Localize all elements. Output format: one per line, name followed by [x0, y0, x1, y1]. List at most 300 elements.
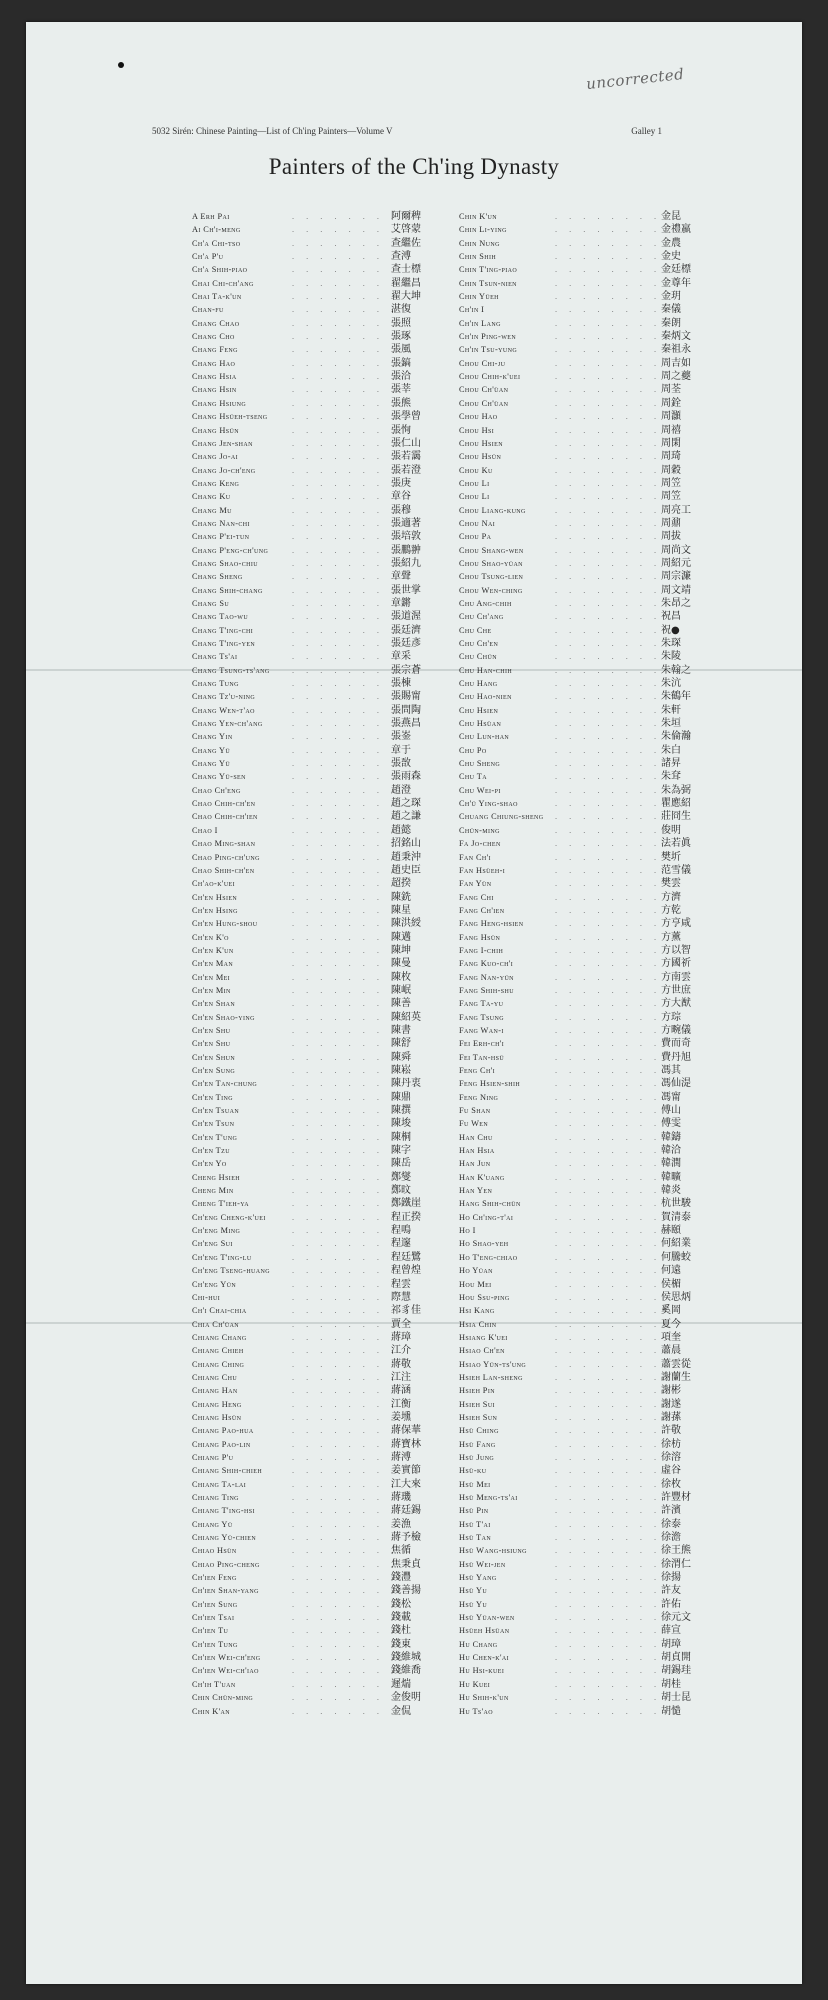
romanized-name: Hsü Pin [459, 1506, 489, 1516]
leader-dots: . . . . . . . . [292, 839, 399, 849]
romanized-name: Ho I [459, 1226, 476, 1236]
romanized-name: Chu Chün [459, 652, 498, 662]
leader-dots: . . . . . . . . [292, 1359, 399, 1369]
chinese-name: 徐枚 [661, 1478, 681, 1490]
chinese-name: 朱昂之 [661, 597, 691, 609]
chinese-name: 周穀 [661, 464, 681, 476]
list-item [459, 810, 721, 823]
leader-dots: . . . . . . . . [555, 1039, 662, 1049]
leader-dots: . . . . . . . . [555, 1159, 662, 1169]
list-item [184, 504, 476, 517]
chinese-name: 樊雲 [661, 878, 681, 890]
chinese-name: 徐枋 [661, 1438, 681, 1450]
romanized-name: Chu Hsüan [459, 719, 502, 729]
leader-dots: . . . . . . . . [555, 305, 662, 315]
leader-dots: . . . . . . . . [292, 238, 399, 248]
list-item [459, 397, 721, 410]
leader-dots: . . . . . . . . [292, 625, 399, 635]
chinese-name: 秦炳文 [661, 331, 691, 343]
chinese-name: 許友 [661, 1585, 681, 1597]
romanized-name: Chai Chi-ch'ang [192, 278, 254, 288]
chinese-name: 法若眞 [661, 838, 691, 850]
chinese-name: 程廷鷺 [391, 1251, 421, 1263]
romanized-name: Chu Hsien [459, 705, 499, 715]
romanized-name: Fang Nan-yün [459, 972, 514, 982]
chinese-name: 徐澹 [661, 1532, 681, 1544]
leader-dots: . . . . . . . . [292, 959, 399, 969]
list-item [459, 1104, 721, 1117]
list-item [184, 1571, 476, 1584]
romanized-name: Fang Wan-i [459, 1025, 504, 1035]
list-item [459, 1611, 721, 1624]
list-item [184, 957, 476, 970]
list-item [459, 971, 721, 984]
romanized-name: Chang Shao-chiu [192, 558, 258, 568]
leader-dots: . . . . . . . . [292, 852, 399, 862]
list-item [184, 877, 476, 890]
leader-dots: . . . . . . . . [555, 345, 662, 355]
leader-dots: . . . . . . . . [292, 318, 399, 328]
romanized-name: Ch'en Hsien [192, 892, 238, 902]
chinese-name: 張培敦 [391, 531, 421, 543]
list-item [184, 704, 476, 717]
romanized-name: Chiang Han [192, 1386, 238, 1396]
leader-dots: . . . . . . . . [292, 1559, 399, 1569]
chinese-name: 方世庶 [661, 984, 691, 996]
romanized-name: Hsiao Yün-ts'ung [459, 1359, 527, 1369]
list-item [184, 837, 476, 850]
chinese-name: 金禮嬴 [661, 224, 691, 236]
chinese-name: 錢東 [391, 1638, 411, 1650]
chinese-name: 朱為弼 [661, 784, 691, 796]
leader-dots: . . . . . . . . [555, 545, 662, 555]
list-item [459, 1504, 721, 1517]
romanized-name: Chu Ta [459, 772, 487, 782]
romanized-name: Ch'en Min [192, 985, 231, 995]
list-item [184, 1411, 476, 1424]
chinese-name: 陳撰 [391, 1105, 411, 1117]
chinese-name: 何紹業 [661, 1238, 691, 1250]
leader-dots: . . . . . . . . [292, 745, 399, 755]
leader-dots: . . . . . . . . [292, 1506, 399, 1516]
list-item [184, 637, 476, 650]
romanized-name: Chu Che [459, 625, 492, 635]
leader-dots: . . . . . . . . [555, 1573, 662, 1583]
romanized-name: Ch'en Shu [192, 1025, 231, 1035]
leader-dots: . . . . . . . . [555, 1359, 662, 1369]
list-item [459, 1558, 721, 1571]
romanized-name: Hsü T'ai [459, 1519, 491, 1529]
list-item [459, 303, 721, 316]
leader-dots: . . . . . . . . [292, 1546, 399, 1556]
leader-dots: . . . . . . . . [555, 1386, 662, 1396]
list-item [184, 383, 476, 396]
romanized-name: Ch'en Tsun [192, 1119, 235, 1129]
list-item [459, 1691, 721, 1704]
chinese-name: 傅雯 [661, 1118, 681, 1130]
leader-dots: . . . . . . . . [555, 1266, 662, 1276]
romanized-name: Ch'en Ting [192, 1092, 234, 1102]
romanized-name: Chou Liang-kung [459, 505, 526, 515]
list-item [184, 730, 476, 743]
romanized-name: Fei Erh-ch'i [459, 1039, 505, 1049]
chinese-name: 查繼佐 [391, 237, 421, 249]
chinese-name: 錢善揚 [391, 1585, 421, 1597]
chinese-name: 陳枚 [391, 971, 411, 983]
romanized-name: Hsü Wang-hsiung [459, 1546, 527, 1556]
list-item [459, 1197, 721, 1210]
leader-dots: . . . . . . . . [292, 1679, 399, 1689]
chinese-name: 瞿應紹 [661, 798, 691, 810]
romanized-name: Chao Chih-ch'en [192, 799, 256, 809]
chinese-name: 周荃 [661, 384, 681, 396]
chinese-name: 陳舒 [391, 1038, 411, 1050]
romanized-name: Hsü Ching [459, 1426, 499, 1436]
list-item [184, 677, 476, 690]
list-item [459, 797, 721, 810]
chinese-name: 陳坤 [391, 944, 411, 956]
leader-dots: . . . . . . . . [555, 1452, 662, 1462]
romanized-name: Chiang Hsün [192, 1412, 242, 1422]
romanized-name: Hsieh Pin [459, 1386, 495, 1396]
chinese-name: 胡桂 [661, 1678, 681, 1690]
romanized-name: Chang Tao-wu [192, 612, 249, 622]
chinese-name: 江介 [391, 1345, 411, 1357]
leader-dots: . . . . . . . . [292, 1039, 399, 1049]
list-item [459, 744, 721, 757]
romanized-name: Ch'in Tsu-yung [459, 345, 518, 355]
leader-dots: . . . . . . . . [292, 692, 399, 702]
chinese-name: 張敔 [391, 758, 411, 770]
romanized-name: Chang Keng [192, 478, 240, 488]
chinese-name: 朱沆 [661, 678, 681, 690]
leader-dots: . . . . . . . . [292, 892, 399, 902]
leader-dots: . . . . . . . . [555, 425, 662, 435]
chinese-name: 徐王熊 [661, 1545, 691, 1557]
list-item [184, 810, 476, 823]
chinese-name: 何遠 [661, 1265, 681, 1277]
leader-dots: . . . . . . . . [292, 785, 399, 795]
leader-dots: . . . . . . . . [555, 585, 662, 595]
romanized-name: Hu Chang [459, 1639, 498, 1649]
list-item [459, 1304, 721, 1317]
chinese-name: 趙史臣 [391, 864, 421, 876]
romanized-name: Chou Pa [459, 532, 492, 542]
romanized-name: Ch'a P'u [192, 252, 224, 262]
list-item [459, 330, 721, 343]
romanized-name: Cheng Min [192, 1186, 234, 1196]
list-item [184, 997, 476, 1010]
list-item [459, 370, 721, 383]
leader-dots: . . . . . . . . [555, 972, 662, 982]
romanized-name: Chang Ts'ai [192, 652, 238, 662]
chinese-name: 方薰 [661, 931, 681, 943]
leader-dots: . . . . . . . . [555, 852, 662, 862]
romanized-name: Chin Li-ying [459, 225, 507, 235]
list-item [459, 1237, 721, 1250]
list-item [459, 1024, 721, 1037]
romanized-name: Chou Ch'üan [459, 385, 509, 395]
chinese-name: 方乾 [661, 904, 681, 916]
list-item [459, 1331, 721, 1344]
chinese-name: 方琮 [661, 1011, 681, 1023]
leader-dots: . . . . . . . . [555, 518, 662, 528]
list-item [459, 944, 721, 957]
romanized-name: Feng Hsien-shih [459, 1079, 521, 1089]
leader-dots: . . . . . . . . [555, 438, 662, 448]
romanized-name: Chiang Heng [192, 1399, 242, 1409]
chinese-name: 張熊 [391, 397, 411, 409]
leader-dots: . . . . . . . . [555, 1519, 662, 1529]
leader-dots: . . . . . . . . [555, 278, 662, 288]
leader-dots: . . . . . . . . [555, 1546, 662, 1556]
list-item [184, 1251, 476, 1264]
page-title: Painters of the Ch'ing Dynasty [268, 154, 560, 179]
leader-dots: . . . . . . . . [292, 612, 399, 622]
romanized-name: Chou Tsung-lien [459, 572, 524, 582]
list-item [459, 464, 721, 477]
leader-dots: . . . . . . . . [555, 932, 662, 942]
list-item [184, 1344, 476, 1357]
chinese-name: 翟大坤 [391, 291, 421, 303]
chinese-name: 周閑 [661, 437, 681, 449]
chinese-name: 錢載 [391, 1612, 411, 1624]
list-item [184, 624, 476, 637]
list-item [184, 1197, 476, 1210]
list-item [184, 944, 476, 957]
romanized-name: Chang Tung [192, 679, 239, 689]
leader-dots: . . . . . . . . [292, 1146, 399, 1156]
leader-dots: . . . . . . . . [292, 1079, 399, 1089]
leader-dots: . . . . . . . . [292, 1119, 399, 1129]
leader-dots: . . . . . . . . [555, 772, 662, 782]
leader-dots: . . . . . . . . [292, 532, 399, 542]
chinese-name: 張世掌 [391, 584, 421, 596]
romanized-name: Ch'eng T'ing-lu [192, 1252, 252, 1262]
romanized-name: Chang Yin [192, 732, 233, 742]
leader-dots: . . . . . . . . [292, 1212, 399, 1222]
chinese-name: 胡貞開 [661, 1652, 691, 1664]
list-item [184, 1691, 476, 1704]
romanized-name: Ch'en K'o [192, 932, 229, 942]
chinese-name: 陳紹英 [391, 1011, 421, 1023]
romanized-name: Chün-ming [459, 825, 500, 835]
chinese-name: 方以智 [661, 944, 691, 956]
chinese-name: 遲煓 [391, 1678, 411, 1690]
chinese-name: 張若靄 [391, 451, 421, 463]
romanized-name: Fang Tsung [459, 1012, 504, 1022]
chinese-name: 蔣保華 [391, 1425, 421, 1437]
list-item [459, 904, 721, 917]
chinese-name: 朱白 [661, 744, 681, 756]
chinese-name: 張道渥 [391, 611, 421, 623]
romanized-name: Chu Han-chih [459, 665, 513, 675]
romanized-name: Ch'en Tan-chung [192, 1079, 258, 1089]
leader-dots: . . . . . . . . [555, 665, 662, 675]
list-item [459, 837, 721, 850]
romanized-name: Ch'ien Sung [192, 1599, 238, 1609]
list-item [184, 424, 476, 437]
list-item [459, 1318, 721, 1331]
list-item [459, 1518, 721, 1531]
list-item [184, 1104, 476, 1117]
list-item [459, 317, 721, 330]
chinese-name: 翟繼昌 [391, 277, 421, 289]
list-item [184, 1638, 476, 1651]
chinese-name: 姜壎 [391, 1411, 411, 1423]
leader-dots: . . . . . . . . [555, 999, 662, 1009]
chinese-name: 陳書 [391, 1024, 411, 1036]
chinese-name: 賈全 [391, 1318, 411, 1330]
leader-dots: . . . . . . . . [292, 985, 399, 995]
chinese-name: 蕭雲從 [661, 1358, 691, 1370]
list-item [459, 1584, 721, 1597]
leader-dots: . . . . . . . . [292, 545, 399, 555]
chinese-name: 蔣涵 [391, 1385, 411, 1397]
leader-dots: . . . . . . . . [555, 1559, 662, 1569]
chinese-name: 陳岷 [391, 984, 411, 996]
leader-dots: . . . . . . . . [292, 1399, 399, 1409]
list-item [184, 1384, 476, 1397]
leader-dots: . . . . . . . . [555, 1493, 662, 1502]
chinese-name: 蔣廷錫 [391, 1505, 421, 1517]
chinese-name: 許敬 [661, 1425, 681, 1437]
list-item [459, 1091, 721, 1104]
chinese-name: 周笠 [661, 477, 681, 489]
romanized-name: Hsieh Sui [459, 1399, 495, 1409]
leader-dots: . . . . . . . . [292, 1519, 399, 1529]
chinese-name: 范雪儀 [661, 864, 691, 876]
leader-dots: . . . . . . . . [292, 1706, 399, 1716]
romanized-name: Ai Ch'i-meng [192, 225, 241, 235]
chinese-name: 張學曾 [391, 411, 421, 423]
chinese-name: 謝彬 [661, 1385, 681, 1397]
leader-dots: . . . . . . . . [555, 799, 662, 809]
romanized-name: Chang Yü [192, 745, 231, 755]
romanized-name: Chia Ch'üan [192, 1319, 240, 1329]
list-item [184, 1678, 476, 1691]
list-item [184, 650, 476, 663]
chinese-name: 江衡 [391, 1398, 411, 1410]
chinese-name: 張若澄 [391, 464, 421, 476]
list-item [184, 210, 476, 223]
chinese-name: 張穆 [391, 504, 411, 516]
leader-dots: . . . . . . . . [555, 1346, 662, 1356]
chinese-name: 韓洽 [661, 1145, 681, 1157]
chinese-name: 謝遂 [661, 1398, 681, 1410]
leader-dots: . . . . . . . . [292, 345, 399, 355]
list-item [184, 1611, 476, 1624]
leader-dots: . . . . . . . . [292, 732, 399, 742]
romanized-name: Chu Sheng [459, 759, 501, 769]
romanized-name: Hsüeh Hsüan [459, 1626, 510, 1636]
chinese-name: 許佑 [661, 1598, 681, 1610]
romanized-name: Chang Su [192, 598, 230, 608]
chinese-name: 錢維喬 [391, 1665, 421, 1677]
leader-dots: . . . . . . . . [555, 1666, 662, 1676]
chinese-name: 陳岳 [391, 1158, 411, 1170]
list-item [459, 570, 721, 583]
chinese-name: 夏今 [661, 1318, 681, 1330]
romanized-name: Ch'en Tsuan [192, 1106, 240, 1116]
list-item [184, 1398, 476, 1411]
leader-dots: . . . . . . . . [555, 919, 662, 929]
list-item [184, 1464, 476, 1477]
leader-dots: . . . . . . . . [292, 1132, 399, 1142]
romanized-name: Chang Cho [192, 332, 235, 342]
leader-dots: . . . . . . . . [292, 665, 399, 675]
leader-dots: . . . . . . . . [292, 1412, 399, 1422]
leader-dots: . . . . . . . . [292, 1266, 399, 1276]
list-item [459, 624, 721, 637]
romanized-name: Chin Yüeh [459, 292, 499, 302]
list-item [459, 437, 721, 450]
chinese-name: 周之夔 [661, 371, 691, 383]
romanized-name: Chu Ch'en [459, 639, 499, 648]
list-item [459, 1117, 721, 1130]
romanized-name: Chang P'ei-tun [192, 532, 250, 542]
list-item [184, 757, 476, 770]
chinese-name: 程鳴 [391, 1225, 411, 1237]
leader-dots: . . . . . . . . [555, 625, 662, 635]
leader-dots: . . . . . . . . [292, 1466, 399, 1476]
chinese-name: 鄭鐵崖 [391, 1198, 421, 1210]
list-item [459, 1051, 721, 1064]
romanized-name: Ch'ao-k'uei [192, 879, 236, 889]
leader-dots: . . . . . . . . [555, 1012, 662, 1022]
leader-dots: . . . . . . . . [555, 385, 662, 395]
list-item [459, 1464, 721, 1477]
chinese-name: 錢灃 [391, 1572, 411, 1584]
chinese-name: 阿爾稗 [391, 211, 421, 222]
list-item [184, 330, 476, 343]
list-item [459, 357, 721, 370]
chinese-name: 陳字 [391, 1145, 411, 1157]
list-item [184, 464, 476, 477]
chinese-name: 張恂 [391, 424, 411, 436]
chinese-name: 程曾煌 [391, 1265, 421, 1277]
romanized-name: Chang Feng [192, 345, 238, 355]
romanized-name: Chin T'ing-piao [459, 265, 518, 275]
leader-dots: . . . . . . . . [555, 1372, 662, 1382]
leader-dots: . . . . . . . . [555, 1479, 662, 1489]
romanized-name: Ch'en Sung [192, 1066, 236, 1075]
chinese-name: 金尊年 [661, 277, 691, 289]
leader-dots: . . . . . . . . [555, 598, 662, 608]
list-item [184, 1144, 476, 1157]
list-item [184, 1624, 476, 1637]
chinese-name: 徐渭仁 [661, 1558, 691, 1570]
leader-dots: . . . . . . . . [555, 1106, 662, 1116]
chinese-name: 馮其 [661, 1065, 681, 1076]
leader-dots: . . . . . . . . [555, 1146, 662, 1156]
leader-dots: . . . . . . . . [555, 1319, 662, 1329]
romanized-name: Chou Shao-yüan [459, 558, 523, 568]
leader-dots: . . . . . . . . [555, 1412, 662, 1422]
leader-dots: . . . . . . . . [292, 332, 399, 342]
romanized-name: Ch'en Shu [192, 1039, 231, 1049]
list-item [459, 383, 721, 396]
romanized-name: Ch'eng Tseng-huang [192, 1266, 270, 1276]
romanized-name: Hu Ts'ao [459, 1706, 494, 1716]
chinese-name: 陳銑 [391, 891, 411, 903]
chinese-name: 錢松 [391, 1598, 411, 1610]
romanized-name: Ch'ien Shan-yang [192, 1586, 259, 1596]
list-item [459, 1598, 721, 1611]
chinese-name: 周吉如 [661, 357, 691, 369]
chinese-name: 蔣溥 [391, 1451, 411, 1463]
leader-dots: . . . . . . . . [555, 292, 662, 302]
